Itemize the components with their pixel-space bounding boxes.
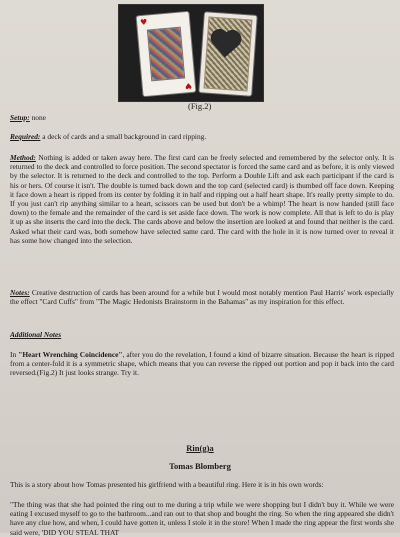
ring-quote: "The thing was that she had pointed the ring out to me during a trip while we were shopping but I didn't buy it. While we were eating I excused myself to go to the bathroom...and ran out to that shop and bought the ring. So when the ring appeared she didn't have any clue how, and when, I could have gotten it, unless I stole it in the store! When I made the ring appear the first words she said were, 'DID YOU STEAL THAT — [10, 500, 394, 537]
ring-intro: This is a story about how Tomas presented his girlfriend with a beautiful ring. Here it is in his own words: — [10, 480, 324, 489]
notes-text: Creative destruction of cards has been around for a while but I would most notably mention Paul Harris' work especially the effect "Card Cuffs" from "The Magic Hedonists Brainstorm in the Bahamas" as my inspiration for this effect. — [10, 288, 394, 307]
card-index-icon: ♥ — [139, 17, 148, 28]
figure-photo — [118, 4, 264, 102]
notes-label: Notes: — [10, 288, 30, 297]
section-title: Rin(g)a — [186, 443, 214, 453]
additional-notes-paragraph — [10, 350, 394, 378]
method-label: Method: — [10, 153, 36, 162]
additional-notes-heading: Additional Notes — [10, 330, 62, 339]
setup-line — [10, 113, 394, 122]
notes-paragraph — [10, 288, 394, 306]
playing-card-back-with-heart-hole — [198, 11, 258, 97]
method-paragraph — [10, 153, 394, 245]
additional-notes-lead: In — [10, 350, 19, 359]
playing-card-face-up — [136, 11, 197, 97]
effect-title: "Heart Wrenching Coincidence" — [18, 350, 123, 359]
required-text: a deck of cards and a small background in card ripping. — [42, 132, 207, 141]
required-label: Required: — [10, 132, 41, 141]
figure-caption: (Fig.2) — [188, 101, 212, 111]
method-text: Nothing is added or taken away here. The first card can be freely selected and remembered by the selector only. It is returned to the deck and controlled to force position. The second spectator is forced the same card and as before, it is only viewed by the selector. It is returned to the deck and controlled to the top. Perform a Double Lift and ask each participant if the card is his or hers. Of course it isn't. The double is turned back down and the top card (selected card) is thumbed off face down. Keeping it face down a heart is ripped from its center by folding it in half and ripping out a half heart shape. It's really pretty simple to do. If you just can't rip anything similar to a heart, scissors can be used but don't be a whimp! The heart is now handed (still face down) to the female and the remainder of the card is set aside face down. The work is now complete. All that is left to do is play it up as she inserts the card into the deck. The cards above and below the insertion are looked at and found that neither is the card. Asked what their card was, both somehow have selected same card. The card with the hole in it is now turned over to reveal it has some how changed into the selection. — [10, 153, 394, 245]
additional-notes-text: , after you do the revelation, I found a kind of bizarre situation. Because the heart is ripped from a center-fold it is a symmetric shape, which means that you can reverse the ripped out portion and pop it back into the card reversed.(Fig.2) It just looks strange. Try it. — [10, 350, 394, 378]
setup-label: Setup: — [10, 113, 30, 122]
required-line — [10, 132, 394, 141]
card-index-icon: ♥ — [184, 80, 193, 91]
card-court-image — [147, 27, 185, 82]
author-name: Tomas Blomberg — [169, 461, 231, 471]
setup-text: none — [31, 113, 46, 122]
